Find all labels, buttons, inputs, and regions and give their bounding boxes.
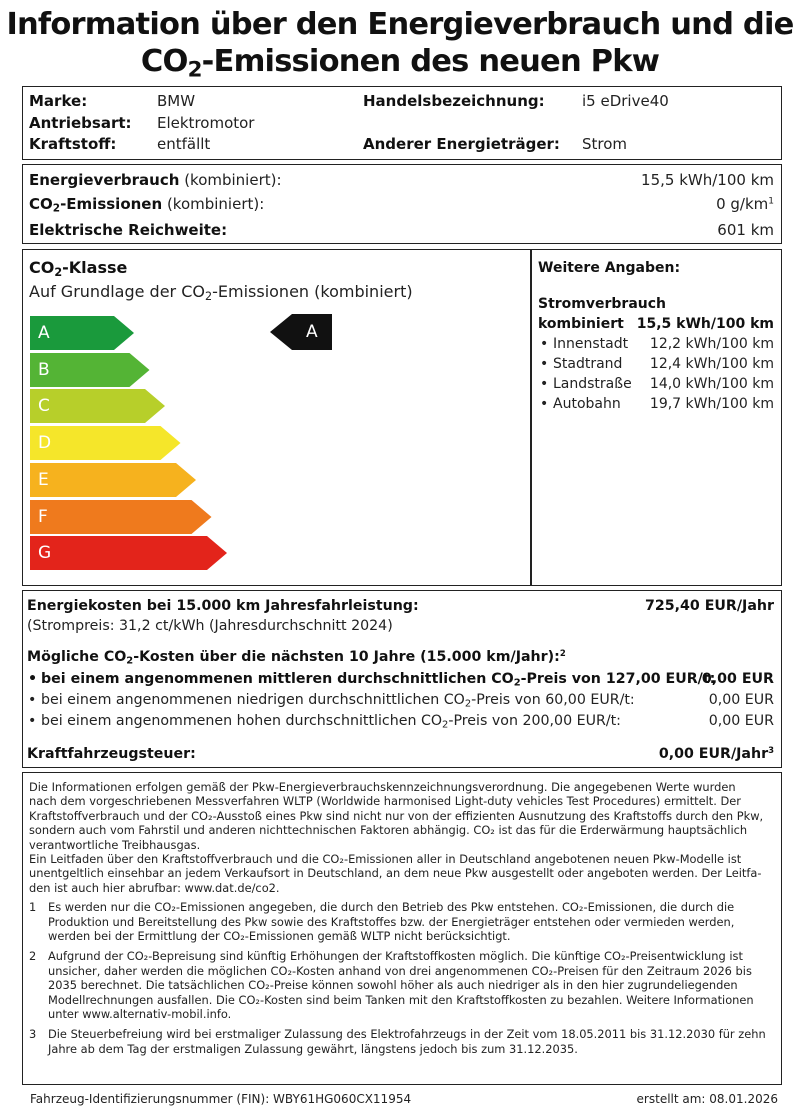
co2-cost-row-value: 0,00 EUR — [708, 713, 774, 729]
footnote-line: Aufgrund der CO₂-Bepreisung sind künftig Erhöhungen der Kraftstoffkosten möglich. Die künftige CO₂-Preisentwicklung ist — [48, 949, 743, 964]
info-para2-line: den ist auch hier abrufbar: www.dat.de/co2. — [29, 880, 280, 895]
class-letter-b: B — [38, 359, 50, 380]
info-para1-line: sondern auch vom Fahrstil und anderen nichttechnischen Faktoren abhängig. CO₂ ist das für die Erderwärmung hauptsächlich — [29, 823, 748, 838]
detail-item-value: 14,0 kWh/100 km — [649, 376, 774, 392]
class-letter-f: F — [38, 506, 48, 527]
cost-bullet: • — [28, 713, 37, 729]
reichweite-value: 601 km — [717, 221, 774, 239]
reichweite-label: Elektrische Reichweite: — [29, 221, 228, 239]
class-arrow-e — [30, 463, 198, 497]
info-para1-line: Kraftstoffverbrauch und der CO₂-Ausstoß eines Pkw sind nicht nur von der effizienten Ausnutzung des Kraftstoffs durch den Pkw, — [29, 808, 764, 823]
footnote-line: Es werden nur die CO₂-Emissionen angegeben, die durch den Betrieb des Pkw entstehen. CO₂-Emissionen, die durch die — [48, 900, 735, 915]
footnote-number: 2 — [29, 949, 37, 964]
class-letter-a: A — [38, 323, 50, 343]
info-para2-line: Ein Leitfaden über den Kraftstoffverbrauch und die CO₂-Emissionen aller in Deutschland angebotenen neuen Pkw-Modelle ist — [29, 852, 742, 866]
footnote-number: 3 — [29, 1027, 37, 1042]
moegliche-co2-kosten-label: Mögliche $CO_2$-Kosten über die nächsten 10 Jahre (15.000 km/Jahr):$^2$ — [27, 648, 566, 667]
cost-bullet: • — [28, 692, 37, 708]
footnote-line: Modellrechnungen ausfallen. Die CO₂-Kosten sind beim Tanken mit den Kraftstoffkosten zu bezahlen. Weitere Informationen — [48, 992, 754, 1007]
weitere-angaben-heading: Weitere Angaben: — [538, 260, 681, 276]
co2-class-subheading: Auf Grundlage der $CO_2$-Emissionen (kombiniert) — [29, 282, 413, 303]
cost-bullet: • — [28, 671, 38, 687]
energie-row: Energieverbrauch (kombiniert): — [29, 171, 282, 189]
current-class-arrow-shape — [270, 314, 332, 350]
energiekosten-value: 725,40 EUR/Jahr — [645, 598, 774, 614]
strompreis-note: (Strompreis: 31,2 ct/kWh (Jahresdurchschnitt 2024) — [27, 618, 393, 634]
detail-bullet: • — [540, 336, 549, 352]
footnote-line: Jahre ab dem Tag der erstmaligen Zulassung gewährt, längstens jedoch bis zum 31.12.2035. — [48, 1041, 578, 1056]
info-para1-line: Die Informationen erfolgen gemäß der Pkw-Energieverbrauchskennzeichnungsverordnung. Die angegebenen Werte wurden — [29, 780, 736, 794]
detail-item-label: Autobahn — [553, 396, 621, 412]
detail-item-label: Innenstadt — [553, 336, 629, 352]
current-class-indicator — [270, 314, 332, 350]
class-arrow-d — [30, 426, 183, 460]
class-arrow-shape-d — [30, 426, 183, 460]
kfz-steuer-value: 0,00 EUR/Jahr$^3$ — [658, 745, 774, 762]
info-para1-line: verantwortliche Treibhausgas. — [29, 837, 201, 852]
class-arrow-c — [30, 389, 167, 423]
detail-bullet: • — [540, 356, 549, 372]
class-arrow-b — [30, 353, 152, 387]
erstellt-footer: erstellt am: 08.01.2026 — [636, 1092, 778, 1106]
footnote-line: Produktion und Bereitstellung des Pkw sowie des Kraftstoffes bzw. der Energieträger entstehen oder vermieden werden, — [48, 914, 735, 929]
kombiniert-value: 15,5 kWh/100 km — [636, 316, 774, 332]
co2-class-heading: $CO_2$-Klasse — [29, 258, 128, 279]
handel-label: Handelsbezeichnung: — [363, 92, 545, 110]
kraftstoff-label: Kraftstoff: — [29, 135, 117, 153]
detail-bullet: • — [540, 396, 549, 412]
co2-cost-row-value: 0,00 EUR — [708, 692, 774, 708]
class-arrow-shape-g — [30, 536, 229, 570]
page-title — [0, 6, 800, 88]
info-para1-line: nach dem vorgeschriebenen Messverfahren WLTP (Worldwide harmonised Light-duty vehicles Test Procedures) ermittelt. Der — [29, 794, 741, 809]
footnote-line: werden bei der Ermittlung der CO₂-Emissionen gemäß WLTP nicht berücksichtigt. — [48, 929, 511, 943]
marke-value: BMW — [157, 92, 196, 110]
co2-emission-row: $CO_2$-Emissionen (kombiniert): — [29, 195, 265, 215]
anderer-label: Anderer Energieträger: — [363, 135, 560, 153]
energiekosten-label: Energiekosten bei 15.000 km Jahresfahrleistung: — [27, 598, 419, 614]
class-letter-c: C — [38, 396, 50, 417]
detail-item-value: 12,2 kWh/100 km — [649, 336, 774, 352]
antrieb-value: Elektromotor — [157, 114, 255, 132]
detail-item-label: Stadtrand — [553, 356, 623, 372]
title-line-2: $CO_2$-Emissionen des neuen Pkw — [140, 44, 660, 83]
anderer-value: Strom — [582, 135, 628, 153]
class-arrow-shape-c — [30, 389, 167, 423]
fin-footer: Fahrzeug-Identifizierungsnummer (FIN): WBY61HG060CX11954 — [30, 1092, 412, 1106]
handel-value: i5 eDrive40 — [582, 92, 669, 110]
class-arrow-shape-f — [30, 500, 214, 534]
footnote-line: unter www.alternativ-mobil.info. — [48, 1007, 232, 1021]
footnote-line: unsicher, daher werden die möglichen CO₂-Kosten anhand von drei angenommenen CO₂-Preisen für den Zeitraum 2026 bis — [48, 963, 752, 978]
info-para2-line: unentgeltlich einsehbar an jedem Verkaufsort in Deutschland, an dem neue Pkw ausgestellt oder angeboten werden. Der Leitfa- — [29, 866, 762, 881]
kraftstoff-value: entfällt — [157, 135, 211, 153]
co2-class-divider — [530, 249, 532, 586]
class-arrow-shape-e — [30, 463, 198, 497]
class-arrow-g — [30, 536, 229, 570]
detail-bullet: • — [540, 376, 549, 392]
detail-item-label: Landstraße — [553, 376, 632, 392]
footnote-line: 2035 berechnet. Die tatsächlichen CO₂-Preise können sowohl höher als auch niedriger als in den hier zugrundeliegenden — [48, 978, 738, 993]
class-arrow-f — [30, 500, 214, 534]
current-class-letter: A — [306, 322, 318, 342]
class-letter-d: D — [38, 433, 52, 454]
co2-cost-row-label: bei einem angenommenen mittleren durchschnittlichen $CO_2$-Preis von 127,00 EUR/t: — [41, 671, 716, 689]
co2-cost-row-label: bei einem angenommenen niedrigen durchschnittlichen $CO_2$-Preis von 60,00 EUR/t: — [41, 692, 635, 710]
marke-label: Marke: — [29, 92, 88, 110]
class-arrow-a — [30, 316, 136, 350]
co2-cost-row-value: 0,00 EUR — [701, 671, 774, 687]
stromverbrauch-label: Stromverbrauch — [538, 296, 667, 312]
footnote-line: Die Steuerbefreiung wird bei erstmaliger Zulassung des Elektrofahrzeugs in der Zeit vom 18.05.2011 bis 31.12.2030 für zehn — [48, 1027, 766, 1042]
title-line-1: Information über den Energieverbrauch und die — [6, 7, 794, 42]
co2-emission-value: 0 $g/km^1$ — [716, 195, 774, 213]
antrieb-label: Antriebsart: — [29, 114, 132, 132]
kombiniert-label: kombiniert — [538, 316, 624, 332]
detail-item-value: 12,4 kWh/100 km — [649, 356, 774, 372]
class-letter-g: G — [38, 543, 52, 564]
detail-item-value: 19,7 kWh/100 km — [649, 396, 774, 412]
class-letter-e: E — [38, 469, 49, 490]
footnote-number: 1 — [29, 900, 37, 915]
co2-cost-row-label: bei einem angenommenen hohen durchschnittlichen $CO_2$-Preis von 200,00 EUR/t: — [41, 713, 621, 731]
energie-value: 15,5 kWh/100 km — [641, 171, 774, 189]
kfz-steuer-label: Kraftfahrzeugsteuer: — [27, 746, 196, 762]
